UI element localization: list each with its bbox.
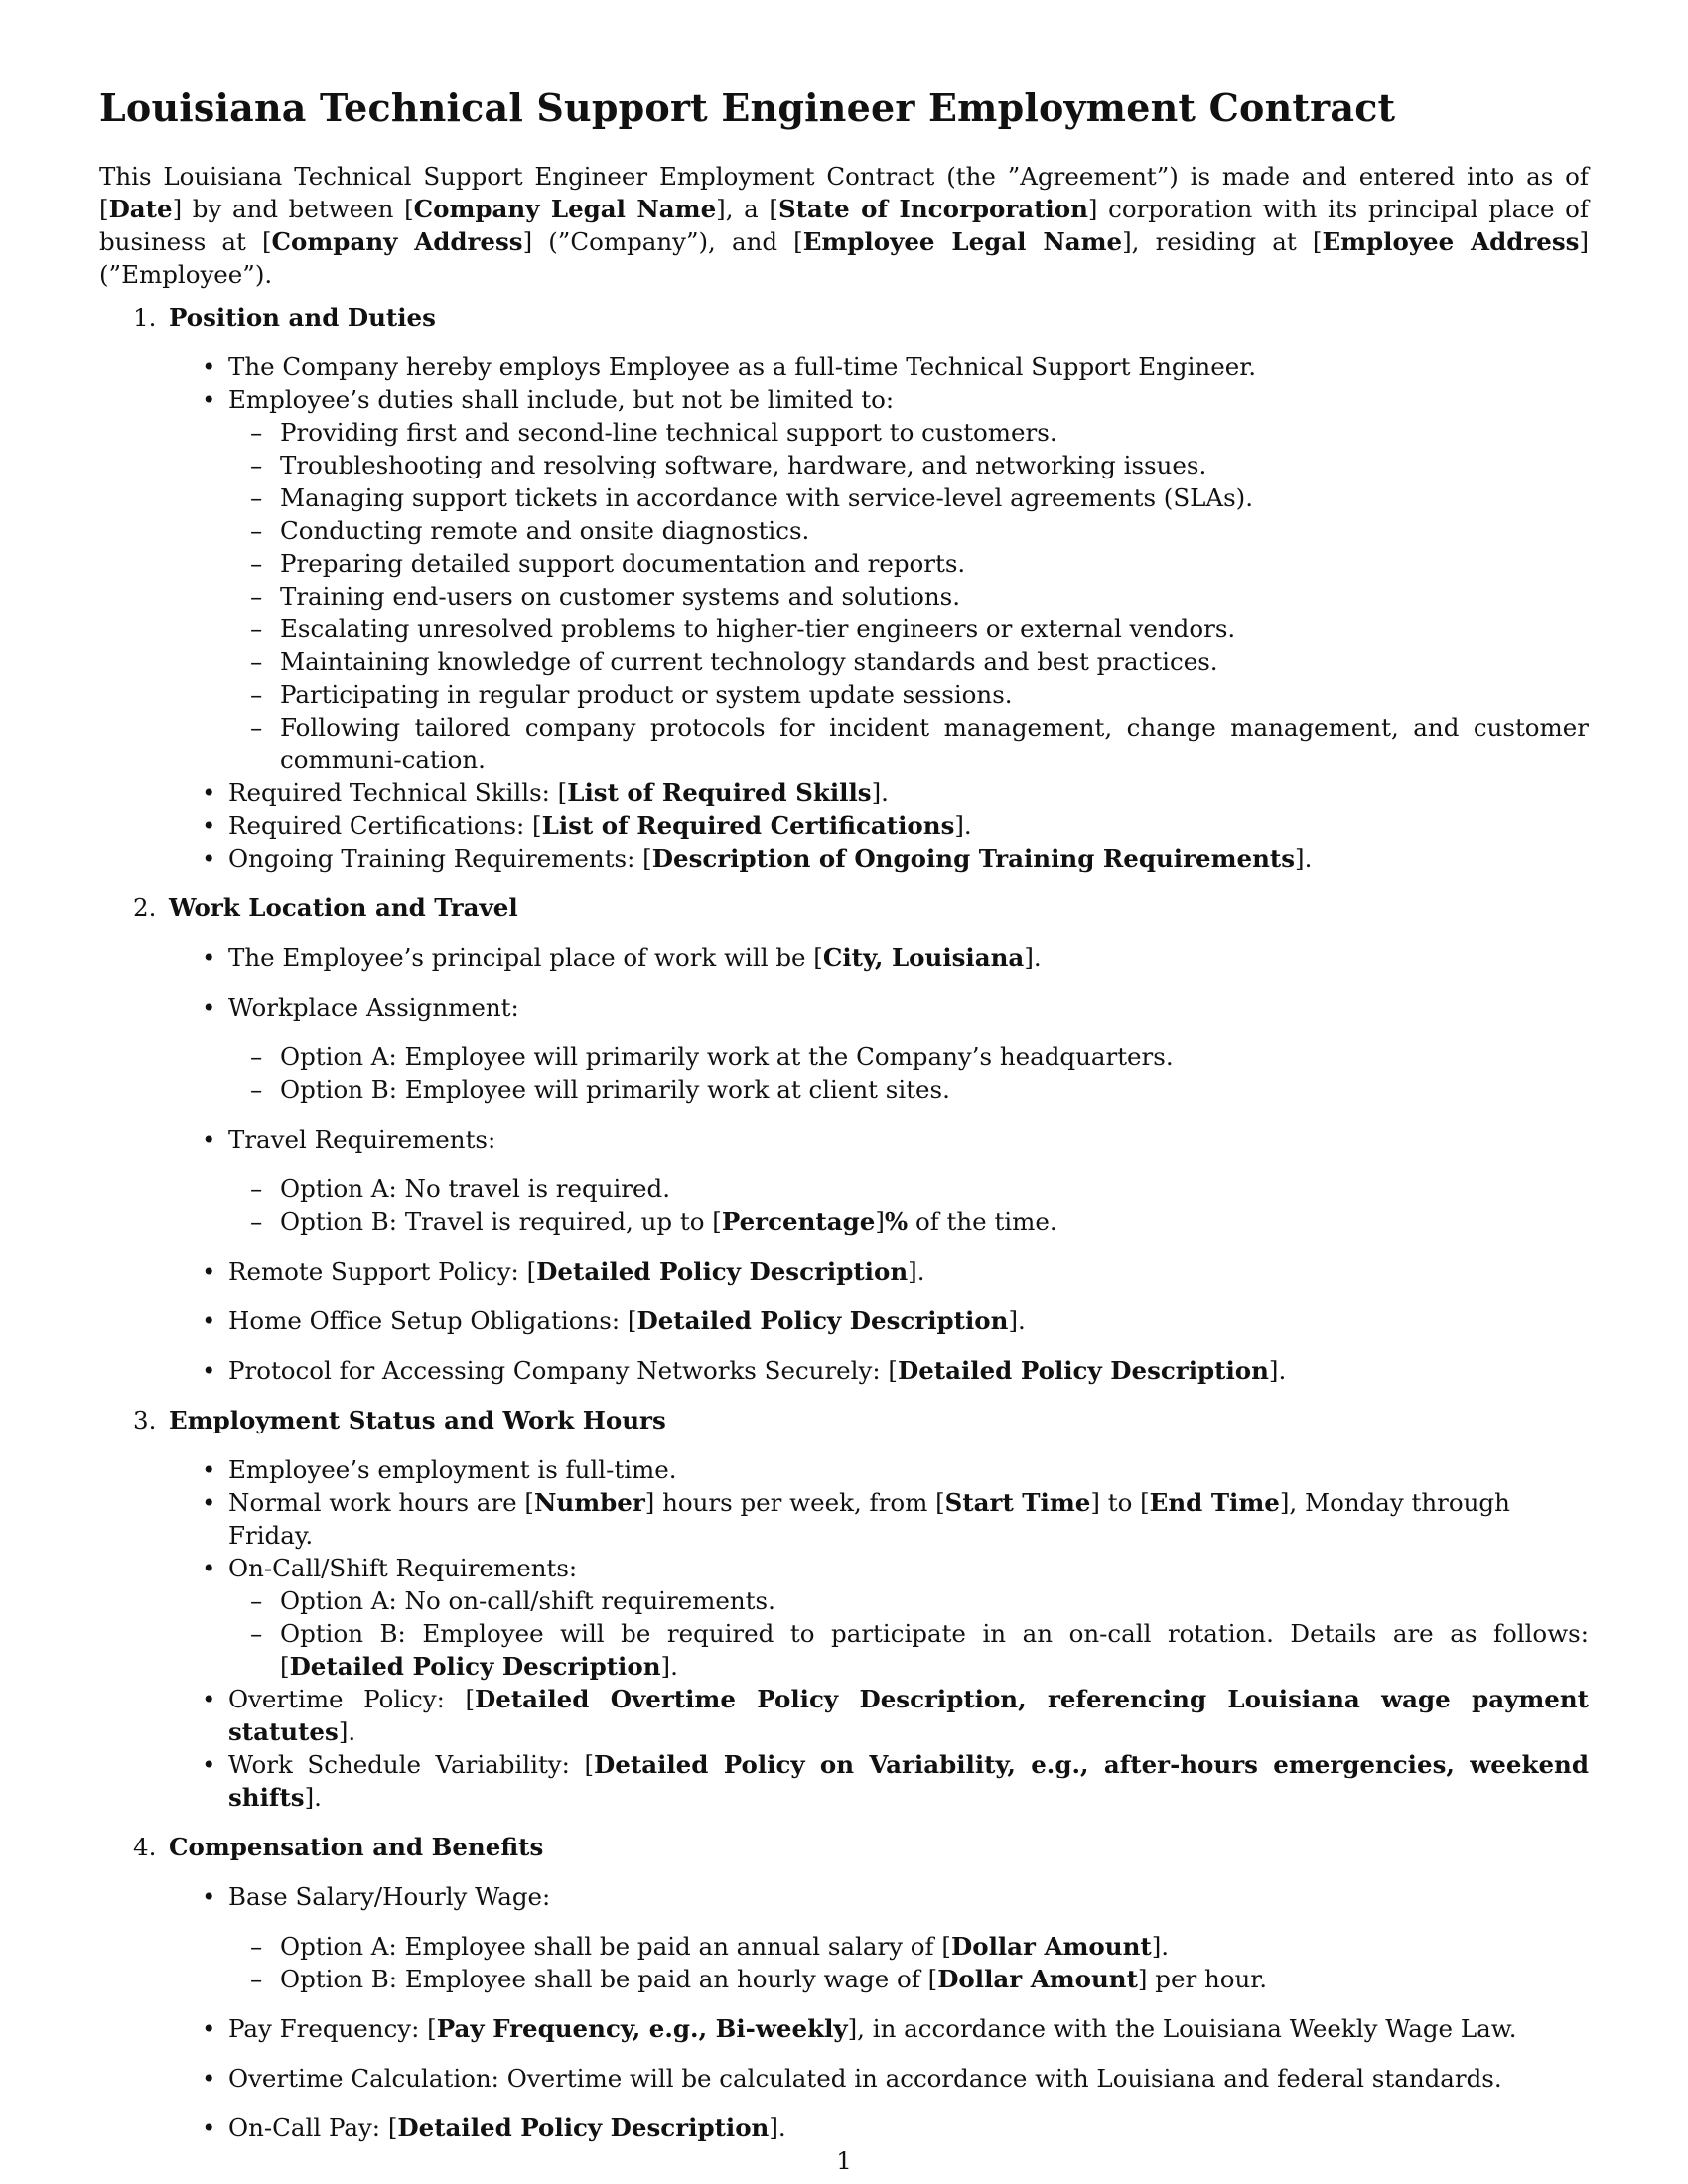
list-item: • Travel Requirements: – Option A: No travel is required. – Option B: Travel is required, up to [Percentage]% of the time. [228,1123,1589,1238]
placeholder-policy: Detailed Policy Description [397,2114,770,2142]
list-item: • Overtime Policy: [Detailed Overtime Policy Description, referencing Louisiana wage payment statutes]. [228,1683,1589,1748]
bullet-list [169,941,1589,1387]
duty-item: – Following tailored company protocols for incident management, change management, and customer communi-cation. [280,711,1589,776]
section-title: Position and Duties [169,303,436,332]
section-work-location [99,891,1589,1387]
list-item: • The Employee’s principal place of work will be [City, Louisiana]. [228,941,1589,974]
section-employment-status [99,1404,1589,1814]
placeholder-date: Date [108,195,173,223]
list-item: • Work Schedule Variability: [Detailed Policy on Variability, e.g., after-hours emergencies, weekend shifts]. [228,1748,1589,1814]
list-item: • Required Certifications: [List of Required Certifications]. [228,809,1589,842]
placeholder-overtime-policy: Detailed Overtime Policy Description, referencing Louisiana wage payment statutes [228,1685,1589,1746]
list-item: • Ongoing Training Requirements: [Description of Ongoing Training Requirements]. [228,842,1589,875]
duty-item: – Conducting remote and onsite diagnostics. [280,514,1589,547]
section-number: 1. [133,303,157,332]
placeholder-company-name: Company Legal Name [413,195,717,223]
placeholder-employee-address: Employee Address [1322,227,1580,256]
section-number: 3. [133,1406,157,1434]
bullet-list [169,350,1589,875]
option-list [228,1172,1589,1238]
placeholder-policy: Detailed Policy Description [536,1257,909,1286]
option-list [228,1584,1589,1683]
placeholder-percentage: Percentage [721,1207,876,1236]
option-item: – Option B: Travel is required, up to [Percentage]% of the time. [280,1205,1589,1238]
section-title: Work Location and Travel [169,893,518,922]
placeholder-variability-policy: Detailed Policy on Variability, e.g., after-hours emergencies, weekend shifts [228,1750,1589,1812]
placeholder-skills: List of Required Skills [567,778,872,807]
placeholder-city: City, Louisiana [822,943,1025,972]
placeholder-employee-name: Employee Legal Name [802,227,1123,256]
placeholder-number: Number [533,1488,645,1517]
placeholder-pay-frequency: Pay Frequency, e.g., Bi-weekly [436,2014,848,2043]
section-compensation [99,1831,1589,2144]
placeholder-policy: Detailed Policy Description [289,1652,661,1681]
placeholder-policy: Detailed Policy Description [636,1306,1009,1335]
duty-item: – Training end-users on customer systems and solutions. [280,580,1589,613]
section-title: Employment Status and Work Hours [169,1406,666,1434]
list-item: • Base Salary/Hourly Wage: – Option A: Employee shall be paid an annual salary of [Dollar Amount]. – Option B: Employee shall be paid an hourly wage of [Dollar Amount] per hour. [228,1880,1589,1995]
option-list [228,1930,1589,1995]
placeholder-training: Description of Ongoing Training Requirements [651,844,1296,873]
bullet-list [169,1880,1589,2144]
list-item: • Overtime Calculation: Overtime will be calculated in accordance with Louisiana and federal standards. [228,2062,1589,2095]
section-number: 2. [133,893,157,922]
list-item: • On-Call/Shift Requirements: – Option A: No on-call/shift requirements. – Option B: Employee will be required to participate in an on-call rotation. Details are as follows: [Detailed Policy Description]. [228,1552,1589,1683]
duty-item: – Participating in regular product or system update sessions. [280,678,1589,711]
option-item: – Option B: Employee shall be paid an hourly wage of [Dollar Amount] per hour. [280,1963,1589,1995]
list-item: • Workplace Assignment: – Option A: Employee will primarily work at the Company’s headquarters. – Option B: Employee will primarily work at client sites. [228,991,1589,1106]
option-item: – Option A: No on-call/shift requirements. [280,1584,1589,1617]
placeholder-policy: Detailed Policy Description [897,1356,1269,1385]
option-item: – Option B: Employee will primarily work at client sites. [280,1073,1589,1106]
list-item: • The Company hereby employs Employee as a full-time Technical Support Engineer. [228,350,1589,383]
option-list [228,1040,1589,1106]
bullet-list [169,1453,1589,1814]
section-position-duties [99,301,1589,875]
placeholder-company-address: Company Address [271,227,523,256]
section-number: 4. [133,1833,157,1861]
option-item: – Option B: Employee will be required to participate in an on-call rotation. Details are as follows: [Detailed Policy Description]. [280,1617,1589,1683]
option-item: – Option A: Employee shall be paid an annual salary of [Dollar Amount]. [280,1930,1589,1963]
duty-item: – Providing first and second-line technical support to customers. [280,416,1589,449]
list-item: • Normal work hours are [Number] hours per week, from [Start Time] to [End Time], Monday through Friday. [228,1486,1589,1552]
section-list [99,301,1589,2144]
placeholder-certifications: List of Required Certifications [541,811,955,840]
list-item: • On-Call Pay: [Detailed Policy Description]. [228,2112,1589,2144]
duty-item: – Troubleshooting and resolving software, hardware, and networking issues. [280,449,1589,481]
duty-item: – Maintaining knowledge of current technology standards and best practices. [280,645,1589,678]
placeholder-dollar-amount: Dollar Amount [950,1932,1152,1961]
placeholder-dollar-amount: Dollar Amount [937,1965,1138,1993]
list-item: • Employee’s duties shall include, but not be limited to: – Providing first and second-line technical support to customers. – Troubleshooting and resolving software, hardware, and networking issues. – Managing support tickets in accordance with service-level agreements (SLAs). – Conducting remote and onsite diagnostics. – Preparing detailed support documentation and reports. – Training end-users on customer systems and solutions. – Escalating unresolved problems to higher-tier engineers or external vendors. – Maintaining knowledge of current technology standards and best practices. – Participating in regular product or system update sessions. – Following tailored company protocols for incident management, change management, and customer communi-cation. [228,383,1589,776]
list-item: • Pay Frequency: [Pay Frequency, e.g., Bi-weekly], in accordance with the Louisiana Weekly Wage Law. [228,2012,1589,2045]
duty-item: – Preparing detailed support documentation and reports. [280,547,1589,580]
duty-item: – Managing support tickets in accordance with service-level agreements (SLAs). [280,481,1589,514]
list-item: • Employee’s employment is full-time. [228,1453,1589,1486]
placeholder-end-time: End Time [1149,1488,1280,1517]
placeholder-start-time: Start Time [944,1488,1091,1517]
duty-item: – Escalating unresolved problems to higher-tier engineers or external vendors. [280,613,1589,645]
list-item: • Home Office Setup Obligations: [Detailed Policy Description]. [228,1304,1589,1337]
section-title: Compensation and Benefits [169,1833,544,1861]
page-title: Louisiana Technical Support Engineer Employment Contract [99,85,1396,130]
list-item: • Required Technical Skills: [List of Required Skills]. [228,776,1589,809]
list-item: • Protocol for Accessing Company Networks Securely: [Detailed Policy Description]. [228,1354,1589,1387]
page-number: 1 [836,2146,852,2175]
intro-paragraph: This Louisiana Technical Support Engineer Employment Contract (the ”Agreement”) is made and entered into as of [Date] by and between [Company Legal Name], a [State of Incorporation] corporation with its principal place of business at [Company Address] (”Company”), and [Employee Legal Name], residing at [Employee Address] (”Employee”). [99,162,1589,289]
option-item: – Option A: Employee will primarily work at the Company’s headquarters. [280,1040,1589,1073]
option-item: – Option A: No travel is required. [280,1172,1589,1205]
list-item: • Remote Support Policy: [Detailed Policy Description]. [228,1255,1589,1288]
duties-list [228,416,1589,776]
placeholder-state: State of Incorporation [777,195,1088,223]
